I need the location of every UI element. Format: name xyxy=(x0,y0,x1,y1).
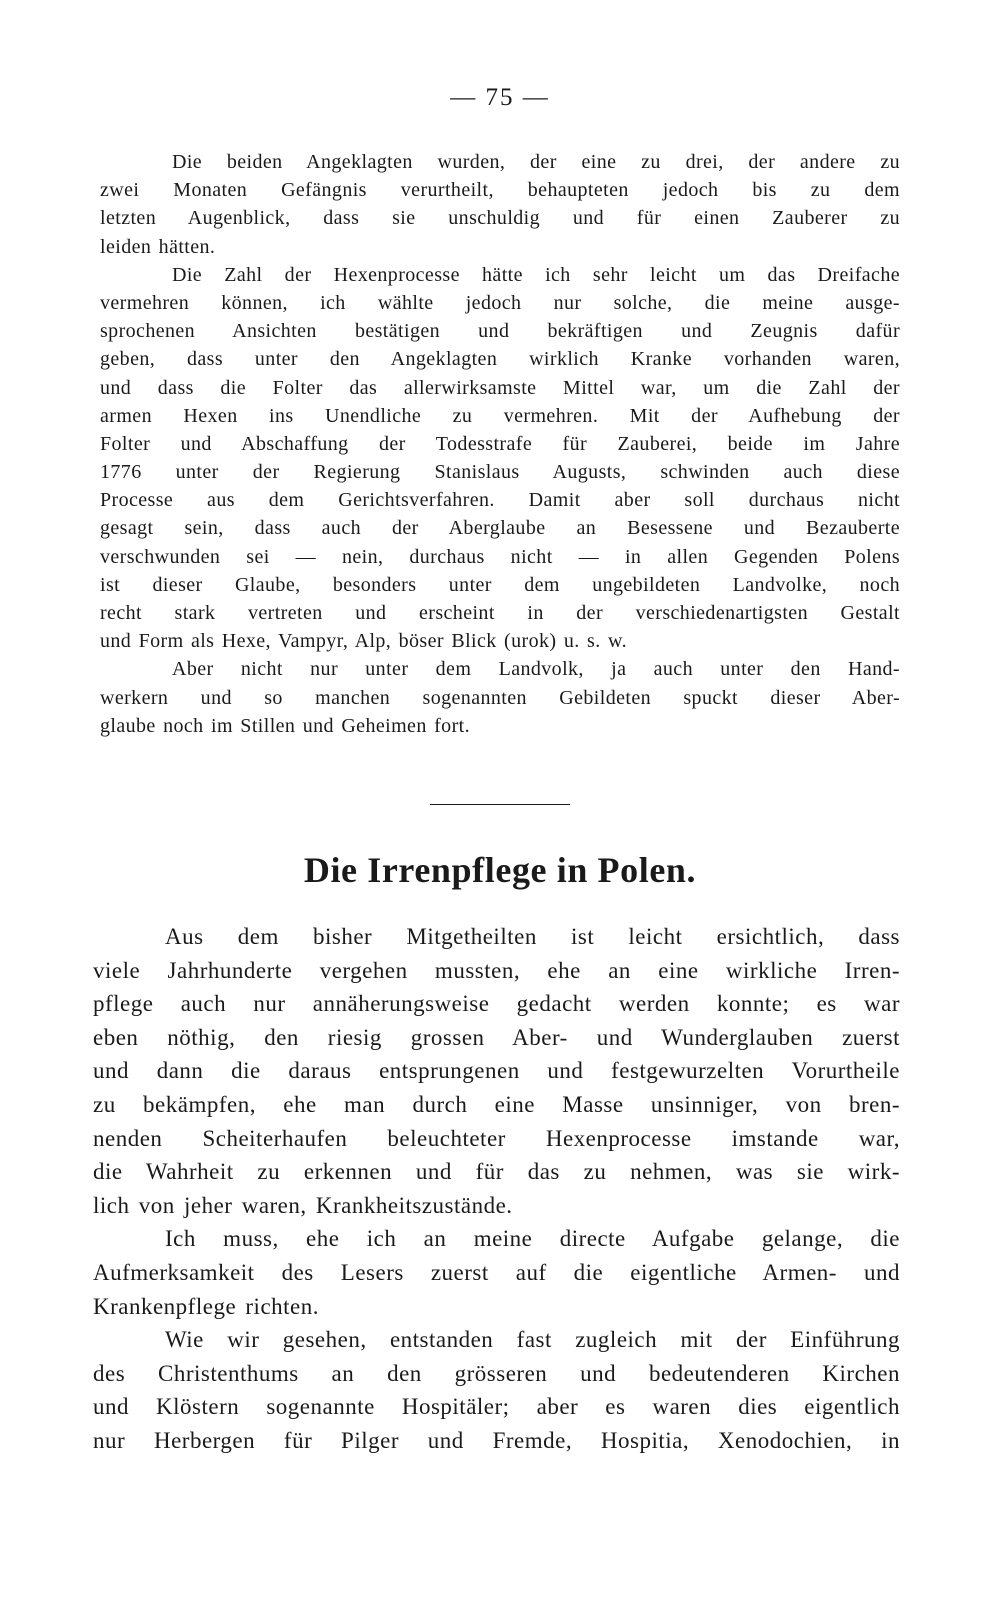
text-line: nenden Scheiterhaufen beleuchteter Hexenprocesse imstande war, xyxy=(93,1125,900,1151)
page-number: — 75 — xyxy=(450,84,550,111)
text-line: Aus dem bisher Mitgetheilten ist leicht ersichtlich, dass xyxy=(165,924,900,949)
text-line: des Christenthums an den grösseren und bedeutenderen Kirchen xyxy=(93,1360,900,1386)
text-line: Ich muss, ehe ich an meine directe Aufgabe gelange, die xyxy=(165,1226,900,1252)
text-line: Krankenpflege richten. xyxy=(93,1293,320,1319)
text-line: lich von jeher waren, Krankheitszustände. xyxy=(93,1192,513,1218)
text-line: gesagt sein, dass auch der Aberglaube an Besessene und Bezauberte xyxy=(100,517,900,540)
text-line: armen Hexen ins Unendliche zu vermehren. Mit der Aufhebung der xyxy=(100,404,900,427)
text-line: Aber nicht nur unter dem Landvolk, ja auch unter den Hand- xyxy=(172,658,900,681)
text-line: und dass die Folter das allerwirksamste Mittel war, um die Zahl der xyxy=(100,376,900,399)
text-line: vermehren können, ich wählte jedoch nur solche, die meine ausge- xyxy=(100,291,900,314)
text-line: ist dieser Glaube, besonders unter dem ungebildeten Landvolke, noch xyxy=(100,573,900,596)
text-line: glaube noch im Stillen und Geheimen fort. xyxy=(100,714,470,737)
text-line: pflege auch nur annäherungsweise gedacht werden konnte; es war xyxy=(93,991,900,1017)
text-line: werkern und so manchen sogenannten Gebildeten spuckt dieser Aber- xyxy=(100,686,900,709)
text-line: viele Jahrhunderte vergehen mussten, ehe an eine wirkliche Irren- xyxy=(93,957,900,983)
section-heading: Die Irrenpflege in Polen. xyxy=(303,850,697,890)
text-line: und Form als Hexe, Vampyr, Alp, böser Blick (urok) u. s. w. xyxy=(100,630,627,653)
text-line: geben, dass unter den Angeklagten wirklich Kranke vorhanden waren, xyxy=(100,348,900,371)
text-line: die Wahrheit zu erkennen und für das zu nehmen, was sie wirk- xyxy=(93,1159,900,1185)
text-line: Wie wir gesehen, entstanden fast zugleich mit der Einführung xyxy=(165,1327,900,1353)
text-line: sprochenen Ansichten bestätigen und bekräftigen und Zeugnis dafür xyxy=(100,320,900,343)
section-divider xyxy=(430,804,570,805)
text-line: Aufmerksamkeit des Lesers zuerst auf die eigentliche Armen- und xyxy=(93,1259,900,1285)
text-line: verschwunden sei — nein, durchaus nicht — in allen Gegenden Polens xyxy=(100,545,900,568)
text-line: leiden hätten. xyxy=(100,235,216,258)
text-line: zu bekämpfen, ehe man durch eine Masse unsinniger, von bren- xyxy=(93,1091,900,1117)
text-line: Folter und Abschaffung der Todesstrafe für Zauberei, beide im Jahre xyxy=(100,432,900,455)
text-line: 1776 unter der Regierung Stanislaus Augusts, schwinden auch diese xyxy=(100,461,900,484)
text-line: zwei Monaten Gefängnis verurtheilt, behaupteten jedoch bis zu dem xyxy=(100,179,900,202)
text-line: letzten Augenblick, dass sie unschuldig und für einen Zauberer zu xyxy=(100,207,900,230)
text-line: und dann die daraus entsprungenen und festgewurzelten Vorurtheile xyxy=(93,1058,900,1084)
text-line: nur Herbergen für Pilger und Fremde, Hospitia, Xenodochien, in xyxy=(93,1427,900,1453)
text-line: Processe aus dem Gerichtsverfahren. Damit aber soll durchaus nicht xyxy=(100,489,900,512)
section-2-text xyxy=(93,920,900,1458)
text-line: eben nöthig, den riesig grossen Aber- und Wunderglauben zuerst xyxy=(93,1024,900,1050)
text-line: Die Zahl der Hexenprocesse hätte ich sehr leicht um das Dreifache xyxy=(172,263,900,286)
text-line: und Klöstern sogenannte Hospitäler; aber es waren dies eigentlich xyxy=(93,1394,900,1420)
section-1-text xyxy=(100,148,900,740)
text-line: recht stark vertreten und erscheint in der verschiedenartigsten Gestalt xyxy=(100,602,900,624)
text-line: Die beiden Angeklagten wurden, der eine zu drei, der andere zu xyxy=(172,151,900,173)
